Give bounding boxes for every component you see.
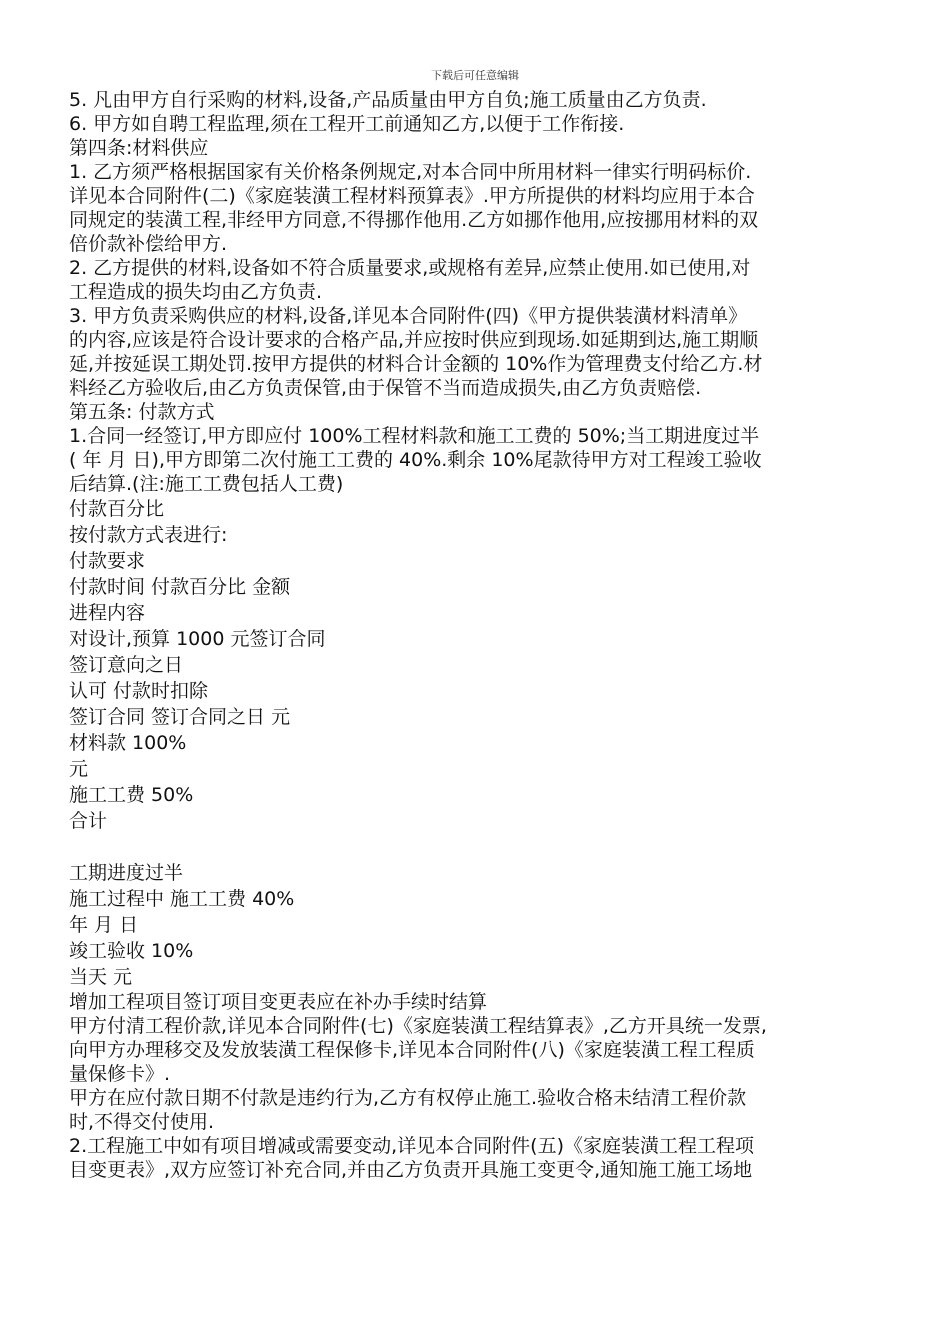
table-text: 对设计,预算 1000 元签订合同 bbox=[69, 628, 326, 650]
table-text: 付款百分比 bbox=[69, 498, 165, 520]
table-text: 进程内容 bbox=[69, 602, 146, 624]
text-line: 同规定的装潢工程,非经甲方同意,不得挪作他用.乙方如挪作他用,应按挪用材料的双 bbox=[69, 209, 759, 231]
table-text: 付款时间 付款百分比 金额 bbox=[69, 576, 291, 598]
table-text: 签订意向之日 bbox=[69, 654, 184, 676]
table-text: 施工工费 50% bbox=[69, 784, 194, 806]
text-line: 量保修卡》. bbox=[69, 1063, 171, 1085]
text-line: 1.合同一经签订,甲方即应付 100%工程材料款和施工工费的 50%;当工期进度过半 bbox=[69, 425, 760, 447]
text-line: 6. 甲方如自聘工程监理,须在工程开工前通知乙方,以便于工作衔接. bbox=[69, 113, 625, 135]
text-line: 的内容,应该是符合设计要求的合格产品,并应按时供应到现场.如延期到达,施工期顺 bbox=[69, 329, 759, 351]
text-line: 向甲方办理移交及发放装潢工程保修卡,详见本合同附件(八)《家庭装潢工程工程质 bbox=[69, 1039, 755, 1061]
text-line: 5. 凡由甲方自行采购的材料,设备,产品质量由甲方自负;施工质量由乙方负责. bbox=[69, 89, 707, 111]
table-text: 年 月 日 bbox=[69, 914, 139, 936]
text-line: 后结算.(注:施工工费包括人工费) bbox=[69, 473, 344, 495]
table-text: 元 bbox=[69, 758, 89, 780]
text-line: 详见本合同附件(二)《家庭装潢工程材料预算表》.甲方所提供的材料均应用于本合 bbox=[69, 185, 755, 207]
table-text: 认可 付款时扣除 bbox=[69, 680, 209, 702]
table-text: 签订合同 签订合同之日 元 bbox=[69, 706, 291, 728]
text-line: 时,不得交付使用. bbox=[69, 1111, 215, 1133]
text-line: 目变更表》,双方应签订补充合同,并由乙方负责开具施工变更令,通知施工施工场地 bbox=[69, 1159, 753, 1181]
table-text: 施工过程中 施工工费 40% bbox=[69, 888, 295, 910]
text-line: 2. 乙方提供的材料,设备如不符合质量要求,或规格有差异,应禁止使用.如已使用,对 bbox=[69, 257, 751, 279]
table-text: 当天 元 bbox=[69, 966, 133, 988]
section-heading: 第五条: 付款方式 bbox=[69, 401, 215, 423]
table-text: 工期进度过半 bbox=[69, 862, 184, 884]
text-line: 1. 乙方须严格根据国家有关价格条例规定,对本合同中所用材料一律实行明码标价. bbox=[69, 161, 752, 183]
table-text: 按付款方式表进行: bbox=[69, 524, 228, 546]
text-line: 料经乙方验收后,由乙方负责保管,由于保管不当而造成损失,由乙方负责赔偿. bbox=[69, 377, 702, 399]
page-header: 下载后可任意编辑 bbox=[431, 69, 519, 82]
text-line: 工程造成的损失均由乙方负责. bbox=[69, 281, 323, 303]
table-text: 合计 bbox=[69, 810, 108, 832]
table-text: 竣工验收 10% bbox=[69, 940, 194, 962]
text-line: 3. 甲方负责采购供应的材料,设备,详见本合同附件(四)《甲方提供装潢材料清单》 bbox=[69, 305, 748, 327]
table-text: 付款要求 bbox=[69, 550, 146, 572]
document-body bbox=[69, 88, 889, 1182]
text-line: 倍价款补偿给甲方. bbox=[69, 233, 228, 255]
text-line: 甲方付清工程价款,详见本合同附件(七)《家庭装潢工程结算表》,乙方开具统一发票, bbox=[69, 1015, 767, 1037]
text-line: ( 年 月 日),甲方即第二次付施工工费的 40%.剩余 10%尾款待甲方对工程竣工验收 bbox=[69, 449, 762, 471]
text-line: 增加工程项目签订项目变更表应在补办手续时结算 bbox=[69, 991, 488, 1013]
table-blank bbox=[69, 834, 889, 860]
text-line: 延,并按延误工期处罚.按甲方提供的材料合计金额的 10%作为管理费支付给乙方.材 bbox=[69, 353, 763, 375]
table-text: 材料款 100% bbox=[69, 732, 187, 754]
section-heading: 第四条:材料供应 bbox=[69, 137, 209, 159]
text-line: 2.工程施工中如有项目增减或需要变动,详见本合同附件(五)《家庭装潢工程工程项 bbox=[69, 1135, 754, 1157]
text-line: 甲方在应付款日期不付款是违约行为,乙方有权停止施工.验收合格未结清工程价款 bbox=[69, 1087, 747, 1109]
